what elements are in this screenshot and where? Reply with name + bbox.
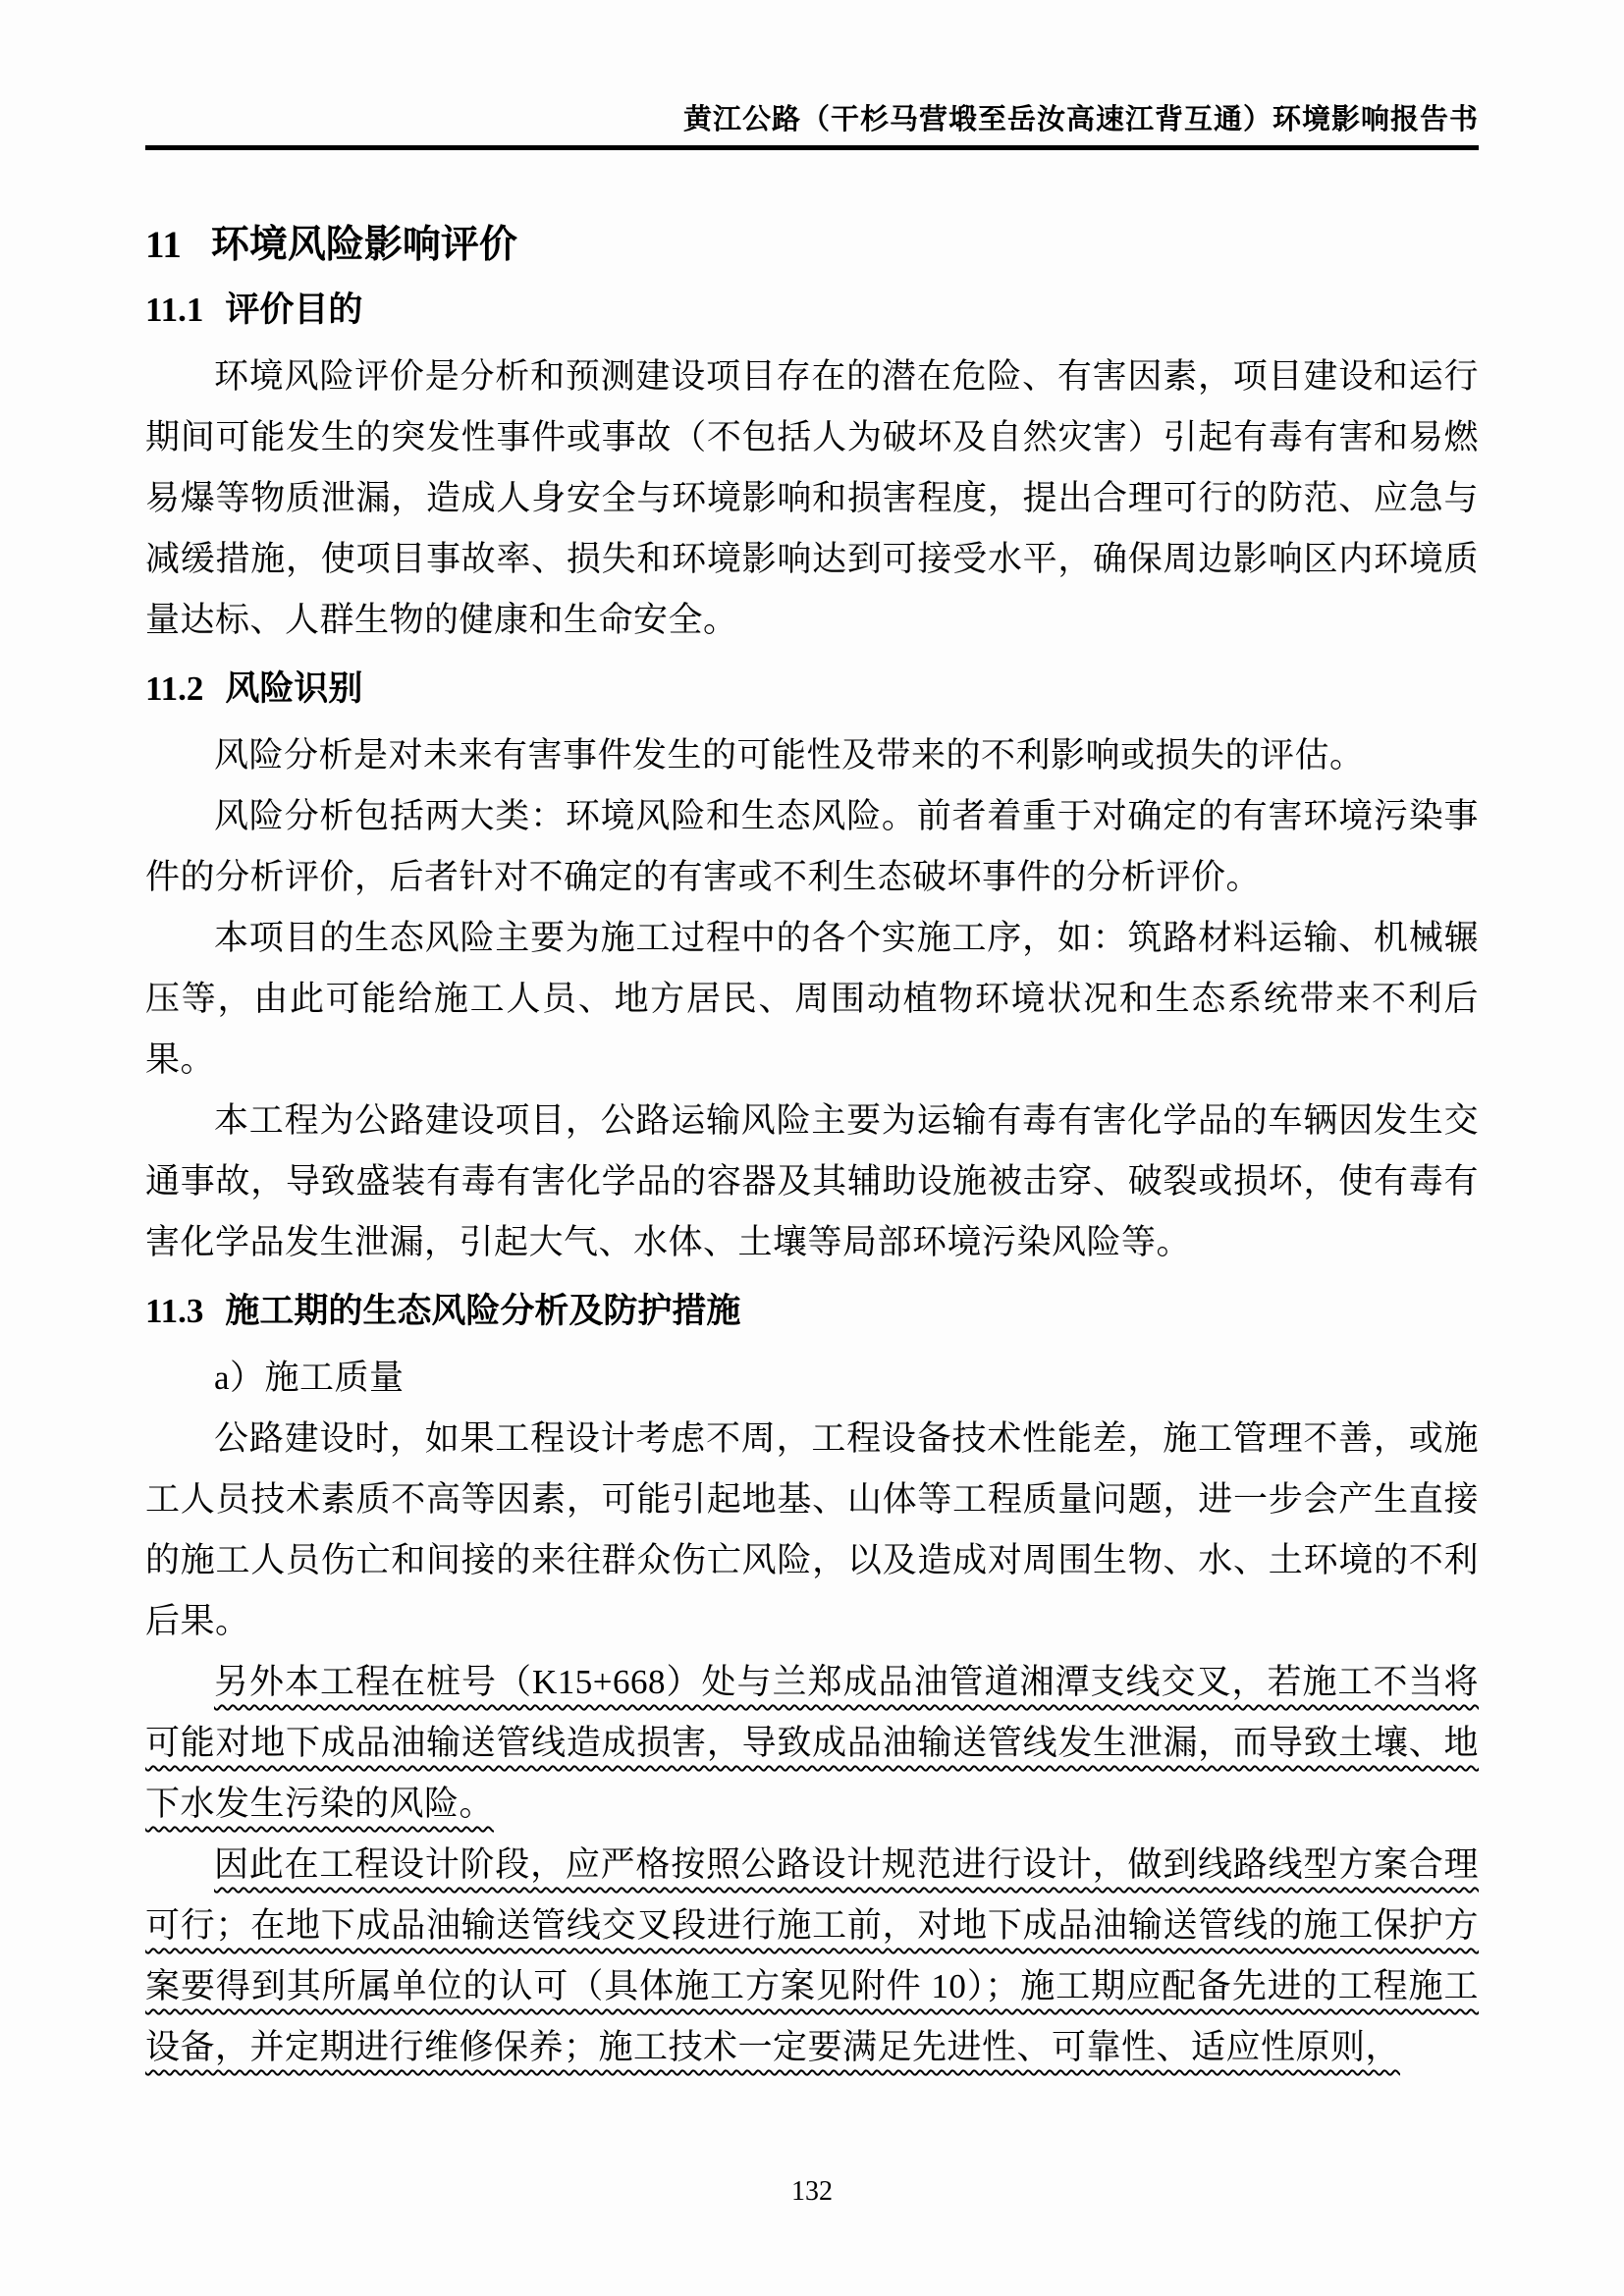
header-divider: [145, 145, 1479, 150]
section-heading-11-3: [145, 1287, 1479, 1336]
paragraph-ecological-risk: 本项目的生态风险主要为施工过程中的各个实施工序，如：筑路材料运输、机械辗压等，由此可能给施工人员、地方居民、周围动植物环境状况和生态系统带来不利后果。: [145, 919, 1479, 1079]
paragraph-design-protection-measures-underlined: 因此在工程设计阶段，应严格按照公路设计规范进行设计，做到线路线型方案合理可行；在地下成品油输送管线交叉段进行施工前，对地下成品油输送管线的施工保护方案要得到其所属单位的认可（具体施工方案见附件 10）；施工期应配备先进的工程施工设备，并定期进行维修保养；施工技术一定要满足先进性、可靠性、适应性原则，: [145, 1845, 1479, 2066]
section-title: 施工期的生态风险分析及防护措施: [225, 1292, 741, 1331]
section-title: 风险识别: [225, 669, 363, 709]
section-heading-11-1: [145, 286, 1479, 335]
section-heading-11-2: [145, 665, 1479, 714]
paragraph-risk-categories: 风险分析包括两大类：环境风险和生态风险。前者着重于对确定的有害环境污染事件的分析评价，后者针对不确定的有害或不利生态破坏事件的分析评价。: [145, 797, 1479, 896]
paragraph-transport-risk: 本工程为公路建设项目，公路运输风险主要为运输有毒有害化学品的车辆因发生交通事故，导致盛装有毒有害化学品的容器及其辅助设施被击穿、破裂或损坏，使有毒有害化学品发生泄漏，引起大气、水体、土壤等局部环境污染风险等。: [145, 1101, 1479, 1261]
section-heading-11: [145, 221, 1479, 270]
section-title: 评价目的: [225, 291, 363, 330]
section-number: 11: [145, 224, 182, 266]
paragraph-risk-definition: 风险分析是对未来有害事件发生的可能性及带来的不利影响或损失的评估。: [214, 736, 1365, 774]
section-number: 11.3: [145, 1292, 204, 1330]
section-number: 11.2: [145, 669, 204, 708]
paragraph-pipeline-crossing-risk-underlined: 另外本工程在桩号（K15+668）处与兰郑成品油管道湘潭支线交叉，若施工不当将可能对地下成品油输送管线造成损害，导致成品油输送管线发生泄漏，而导致土壤、地下水发生污染的风险。: [145, 1663, 1479, 1823]
subsection-a-construction-quality: a）施工质量: [214, 1359, 405, 1397]
section-title: 环境风险影响评价: [210, 223, 517, 267]
paragraph-construction-quality-risk: 公路建设时，如果工程设计考虑不周，工程设备技术性能差，施工管理不善，或施工人员技术素质不高等因素，可能引起地基、山体等工程质量问题，进一步会产生直接的施工人员伤亡和间接的来往群众伤亡风险，以及造成对周围生物、水、土环境的不利后果。: [145, 1419, 1479, 1640]
running-header-title: 黄江公路（干杉马营塅至岳汝高速江背互通）环境影响报告书: [682, 104, 1479, 135]
section-number: 11.1: [145, 291, 204, 329]
page-number: 132: [791, 2176, 833, 2207]
paragraph-evaluation-purpose: 环境风险评价是分析和预测建设项目存在的潜在危险、有害因素，项目建设和运行期间可能发生的突发性事件或事故（不包括人为破坏及自然灾害）引起有毒有害和易燃易爆等物质泄漏，造成人身安全与环境影响和损害程度，提出合理可行的防范、应急与减缓措施，使项目事故率、损失和环境影响达到可接受水平，确保周边影响区内环境质量达标、人群生物的健康和生命安全。: [145, 357, 1479, 639]
